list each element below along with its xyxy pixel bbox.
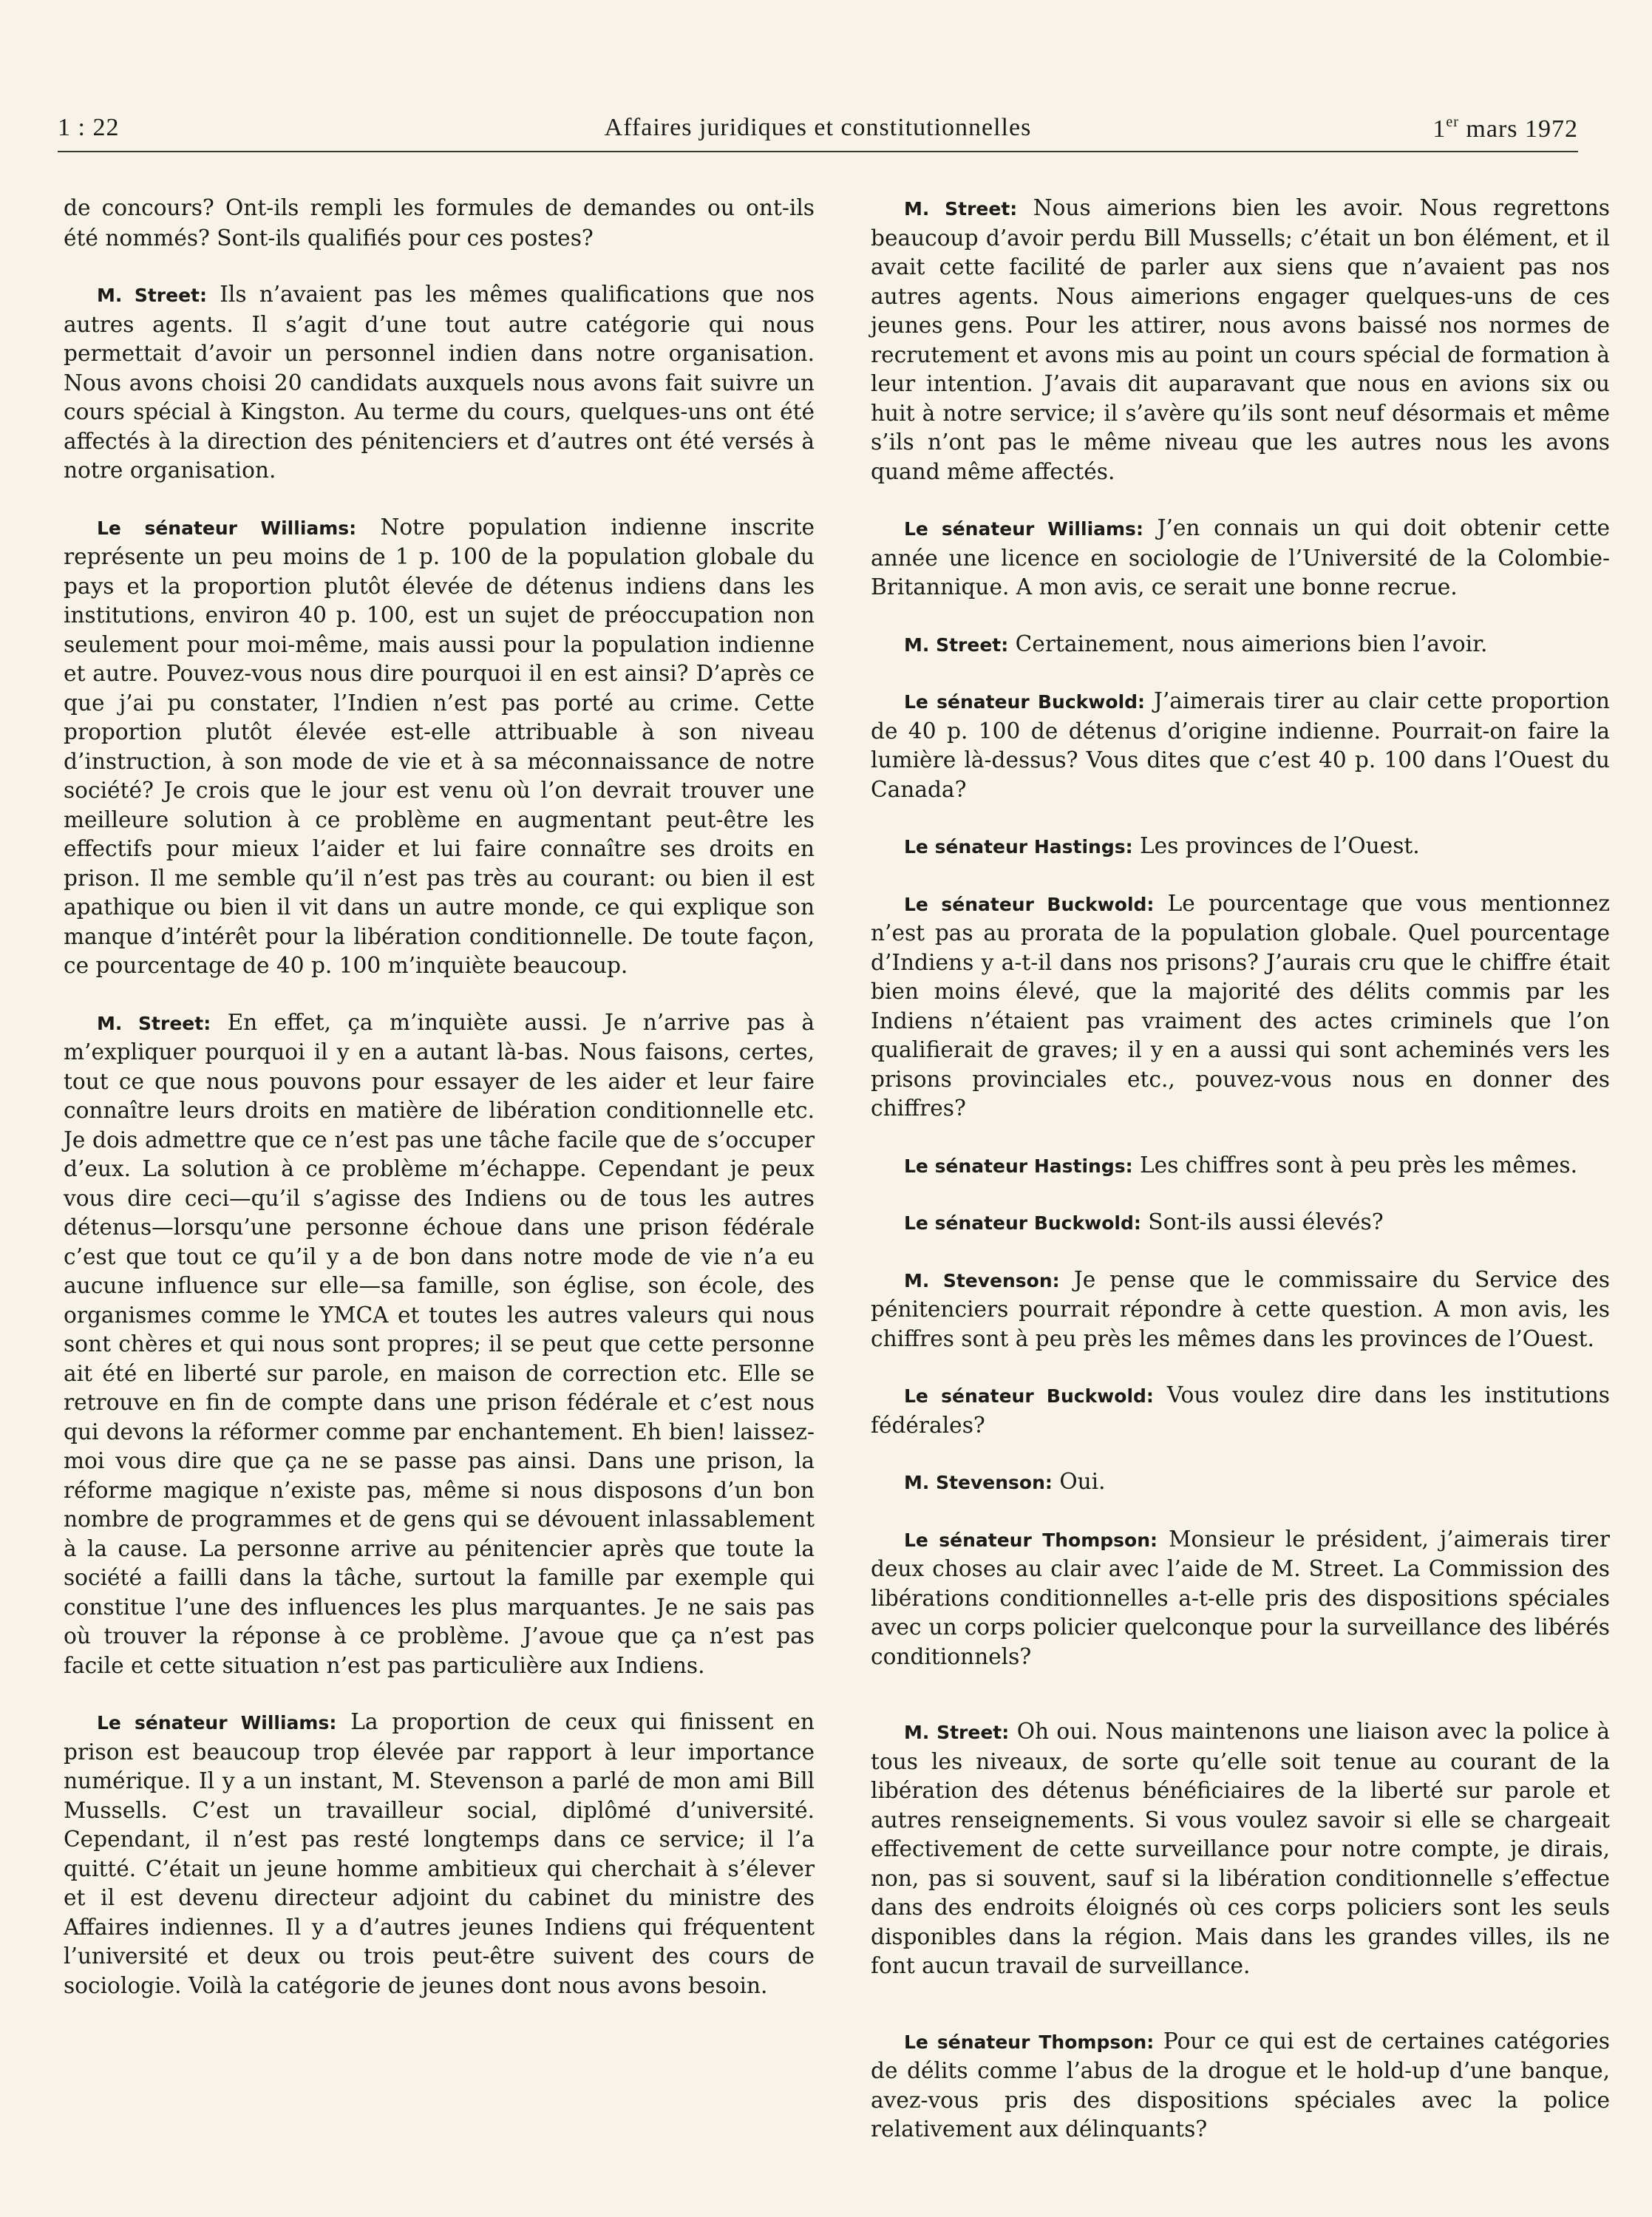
paragraph: [871, 1525, 1610, 1672]
paragraph: [871, 194, 1610, 486]
paragraph: [871, 687, 1610, 804]
paragraph: [64, 513, 815, 981]
speaker-name: M. Street:: [97, 1012, 211, 1034]
speaker-name: Le sénateur Thompson:: [904, 1529, 1158, 1551]
paragraph-text: Oh oui. Nous maintenons une liaison avec la police à tous les niveaux, de sorte qu’elle soit tenue au courant de la libération des détenus bénéficiaires de la liberté sur parole et autres renseignements. Si vous voulez savoir si elle se chargeait effectivement de cette surveillance pour notre compte, je dirais, non, pas si souvent, sauf si la libération conditionnelle s’effectue dans des endroits éloignés où ces corps policiers sont les seuls disponibles dans la région. Mais dans les grandes villes, ils ne font aucun travail de surveillance.: [871, 1719, 1610, 1978]
speaker-name: Le sénateur Buckwold:: [904, 691, 1146, 713]
paragraph: [871, 2027, 1610, 2145]
date-superscript: er: [1446, 114, 1459, 130]
speaker-name: M. Street:: [904, 1722, 1010, 1743]
paragraph-text: Monsieur le président, j’aimerais tirer deux choses au clair avec l’aide de M. Street. La Commission des libérations conditionnelles a-t-elle pris des dispositions spéciales avec un corps policier quelconque pour la surveillance des libérés conditionnels?: [871, 1526, 1610, 1669]
paragraph: [64, 194, 815, 253]
paragraph-text: de concours? Ont-ils rempli les formules de demandes ou ont-ils été nommés? Sont-ils qualifiés pour ces postes?: [64, 195, 815, 251]
speaker-name: Le sénateur Buckwold:: [904, 1212, 1141, 1234]
paragraph-text: Ils n’avaient pas les mêmes qualifications que nos autres agents. Il s’agit d’une tout autre catégorie qui nous permettait d’avoir un personnel indien dans notre organisation. Nous avons choisi 20 candidats auxquels nous avons fait suivre un cours spécial à Kingston. Au terme du cours, quelques-uns ont été affectés à la direction des pénitenciers et d’autres ont été versés à notre organisation.: [64, 282, 815, 483]
paragraph-text: Vous voulez dire dans les institutions fédérales?: [871, 1382, 1610, 1438]
paragraph: [871, 1717, 1610, 1981]
left-column: [64, 194, 815, 2028]
speaker-name: Le sénateur Williams:: [97, 1712, 337, 1734]
paragraph-text: La proportion de ceux qui finissent en prison est beaucoup trop élevée par rapport à leur importance numérique. Il y a un instant, M. Stevenson a parlé de mon ami Bill Mussells. C’est un travailleur social, diplômé d’université. Cependant, il n’est pas resté longtemps dans ce service; il l’a quitté. C’était un jeune homme ambitieux qui cherchait à s’élever et il est devenu directeur adjoint du cabinet du ministre des Affaires indiennes. Il y a d’autres jeunes Indiens qui fréquentent l’université et deux ou trois peut-être suivent des cours de sociologie. Voilà la catégorie de jeunes dont nous avons besoin.: [64, 1709, 815, 1998]
page-header: [58, 105, 1578, 152]
paragraph: [871, 1467, 1610, 1498]
header-date: [1432, 114, 1578, 143]
paragraph: [64, 1008, 815, 1681]
speaker-name: Le sénateur Hastings:: [904, 836, 1133, 858]
right-column: [871, 194, 1610, 2172]
date-month-year: mars 1972: [1466, 115, 1578, 143]
speaker-name: M. Street:: [904, 634, 1009, 656]
paragraph-text: Le pourcentage que vous mentionnez n’est pas au prorata de la population globale. Quel pourcentage d’Indiens y a-t-il dans nos prisons? J’aurais cru que le chiffre était bien moins élevé, que la majorité des délits commis par les Indiens n’étaient pas vraiment des actes criminels que l’on qualifierait de graves; il y en a aussi qui sont acheminés vers les prisons provinciales etc., pouvez-vous nous en donner des chiffres?: [871, 890, 1610, 1121]
paragraph-text: En effet, ça m’inquiète aussi. Je n’arrive pas à m’expliquer pourquoi il y en a autant là-bas. Nous faisons, certes, tout ce que nous pouvons pour essayer de les aider et leur faire connaître leurs droits en matière de libération conditionnelle etc. Je dois admettre que ce n’est pas une tâche facile que de s’occuper d’eux. La solution à ce problème m’échappe. Cependant je peux vous dire ceci—qu’il s’agisse des Indiens ou de tous les autres détenus—lorsqu’une personne échoue dans une prison fédérale c’est que tout ce qu’il y a de bon dans notre mode de vie n’a eu aucune influence sur elle—sa famille, son église, son école, des organismes comme le YMCA et toutes les autres valeurs qui nous sont chères et qui nous sont propres; il se peut que cette personne ait été en liberté sur parole, en maison de correction etc. Elle se retrouve en fin de compte dans une prison fédérale et c’est nous qui devons la réformer comme par enchantement. Eh bien! laissez- moi vous dire que ça ne se passe pas ainsi. Dans une prison, la réforme magique n’existe pas, même si nous disposons d’un bon nombre de programmes et de gens qui se dévouent inlassablement à la cause. La personne arrive au pénitencier après que toute la société a failli dans la tâche, surtout la famille par exemple qui constitue l’une des influences les plus marquantes. Je ne sais pas où trouver la réponse à ce problème. J’avoue que ça n’est pas facile et cette situation n’est pas particulière aux Indiens.: [64, 1009, 815, 1678]
paragraph-text: Nous aimerions bien les avoir. Nous regrettons beaucoup d’avoir perdu Bill Mussells; c’était un bon élément, et il avait cette facilité de parler aux siens que n’avaient pas nos autres agents. Nous aimerions engager quelques-uns de ces jeunes gens. Pour les attirer, nous avons baissé nos normes de recrutement et avons mis au point un cours spécial de formation à leur intention. J’avais dit auparavant que nous en avions six ou huit à notre service; il s’avère qu’ils sont neuf désormais et même s’ils n’ont pas le même niveau que les autres nous les avons quand même affectés.: [871, 195, 1610, 484]
paragraph: [871, 630, 1610, 660]
paragraph-text: Les chiffres sont à peu près les mêmes.: [1140, 1152, 1578, 1178]
speaker-name: Le sénateur Buckwold:: [904, 893, 1155, 915]
speaker-name: Le sénateur Williams:: [904, 518, 1143, 540]
paragraph-text: Notre population indienne inscrite représente un peu moins de 1 p. 100 de la population globale du pays et la proportion plutôt élevée de détenus indiens dans les institutions, environ 40 p. 100, est un sujet de préoccupation non seulement pour moi-même, mais aussi pour la population indienne et autre. Pouvez-vous nous dire pourquoi il en est ainsi? D’après ce que j’ai pu constater, l’Indien n’est pas porté au crime. Cette proportion plutôt élevée est-elle attribuable à son niveau d’instruction, à son mode de vie et à sa méconnaissance de notre société? Je crois que le jour est venu où l’on devrait trouver une meilleure solution à ce problème en augmentant peut-être les effectifs pour mieux l’aider et lui faire connaître ses droits en prison. Il me semble qu’il n’est pas très au courant: ou bien il est apathique ou bien il vit dans un autre monde, ce qui explique son manque d’intérêt pour la libération conditionnelle. De toute façon, ce pourcentage de 40 p. 100 m’inquiète beaucoup.: [64, 514, 815, 978]
speaker-name: Le sénateur Buckwold:: [904, 1385, 1154, 1407]
speaker-name: M. Stevenson:: [904, 1472, 1053, 1493]
date-day: 1: [1432, 115, 1447, 143]
paragraph-text: Certainement, nous aimerions bien l’avoir.: [1015, 631, 1488, 656]
speaker-name: Le sénateur Williams:: [97, 517, 357, 539]
speaker-name: M. Stevenson:: [904, 1269, 1060, 1291]
paragraph: [871, 1151, 1610, 1181]
paragraph-text: Les provinces de l’Ouest.: [1140, 833, 1420, 858]
paragraph-text: Sont-ils aussi élevés?: [1148, 1209, 1384, 1235]
paragraph: [871, 889, 1610, 1124]
speaker-name: Le sénateur Thompson:: [904, 2031, 1155, 2053]
paragraph-text: J’aimerais tirer au clair cette proportion de 40 p. 100 de détenus d’origine indienne. Pourrait-on faire la lumière là-dessus? Vous dites que c’est 40 p. 100 dans l’Ouest du Canada?: [871, 688, 1610, 802]
running-title: Affaires juridiques et constitutionnelles: [604, 114, 1032, 141]
speaker-name: Le sénateur Hastings:: [904, 1155, 1133, 1177]
paragraph-text: Pour ce qui est de certaines catégories de délits comme l’abus de la drogue et le hold-up d’une banque, avez-vous pris des dispositions spéciales avec la police relativement aux délinquants?: [871, 2028, 1610, 2142]
paragraph: [64, 1708, 815, 2000]
page-number: 1 : 22: [58, 114, 120, 141]
paragraph-text: Je pense que le commissaire du Service des pénitenciers pourrait répondre à cette question. A mon avis, les chiffres sont à peu près les mêmes dans les provinces de l’Ouest.: [871, 1266, 1610, 1351]
paragraph-text: J’en connais un qui doit obtenir cette année une licence en sociologie de l’Université de la Colombie-Britannique. A mon avis, ce serait une bonne recrue.: [871, 515, 1610, 600]
paragraph: [871, 1266, 1610, 1354]
speaker-name: M. Street:: [97, 285, 207, 306]
paragraph: [64, 280, 815, 486]
paragraph: [871, 1381, 1610, 1440]
speaker-name: M. Street:: [904, 198, 1018, 220]
paragraph: [871, 514, 1610, 602]
paragraph: [871, 1208, 1610, 1238]
paragraph: [871, 832, 1610, 862]
paragraph-text: Oui.: [1059, 1469, 1106, 1494]
